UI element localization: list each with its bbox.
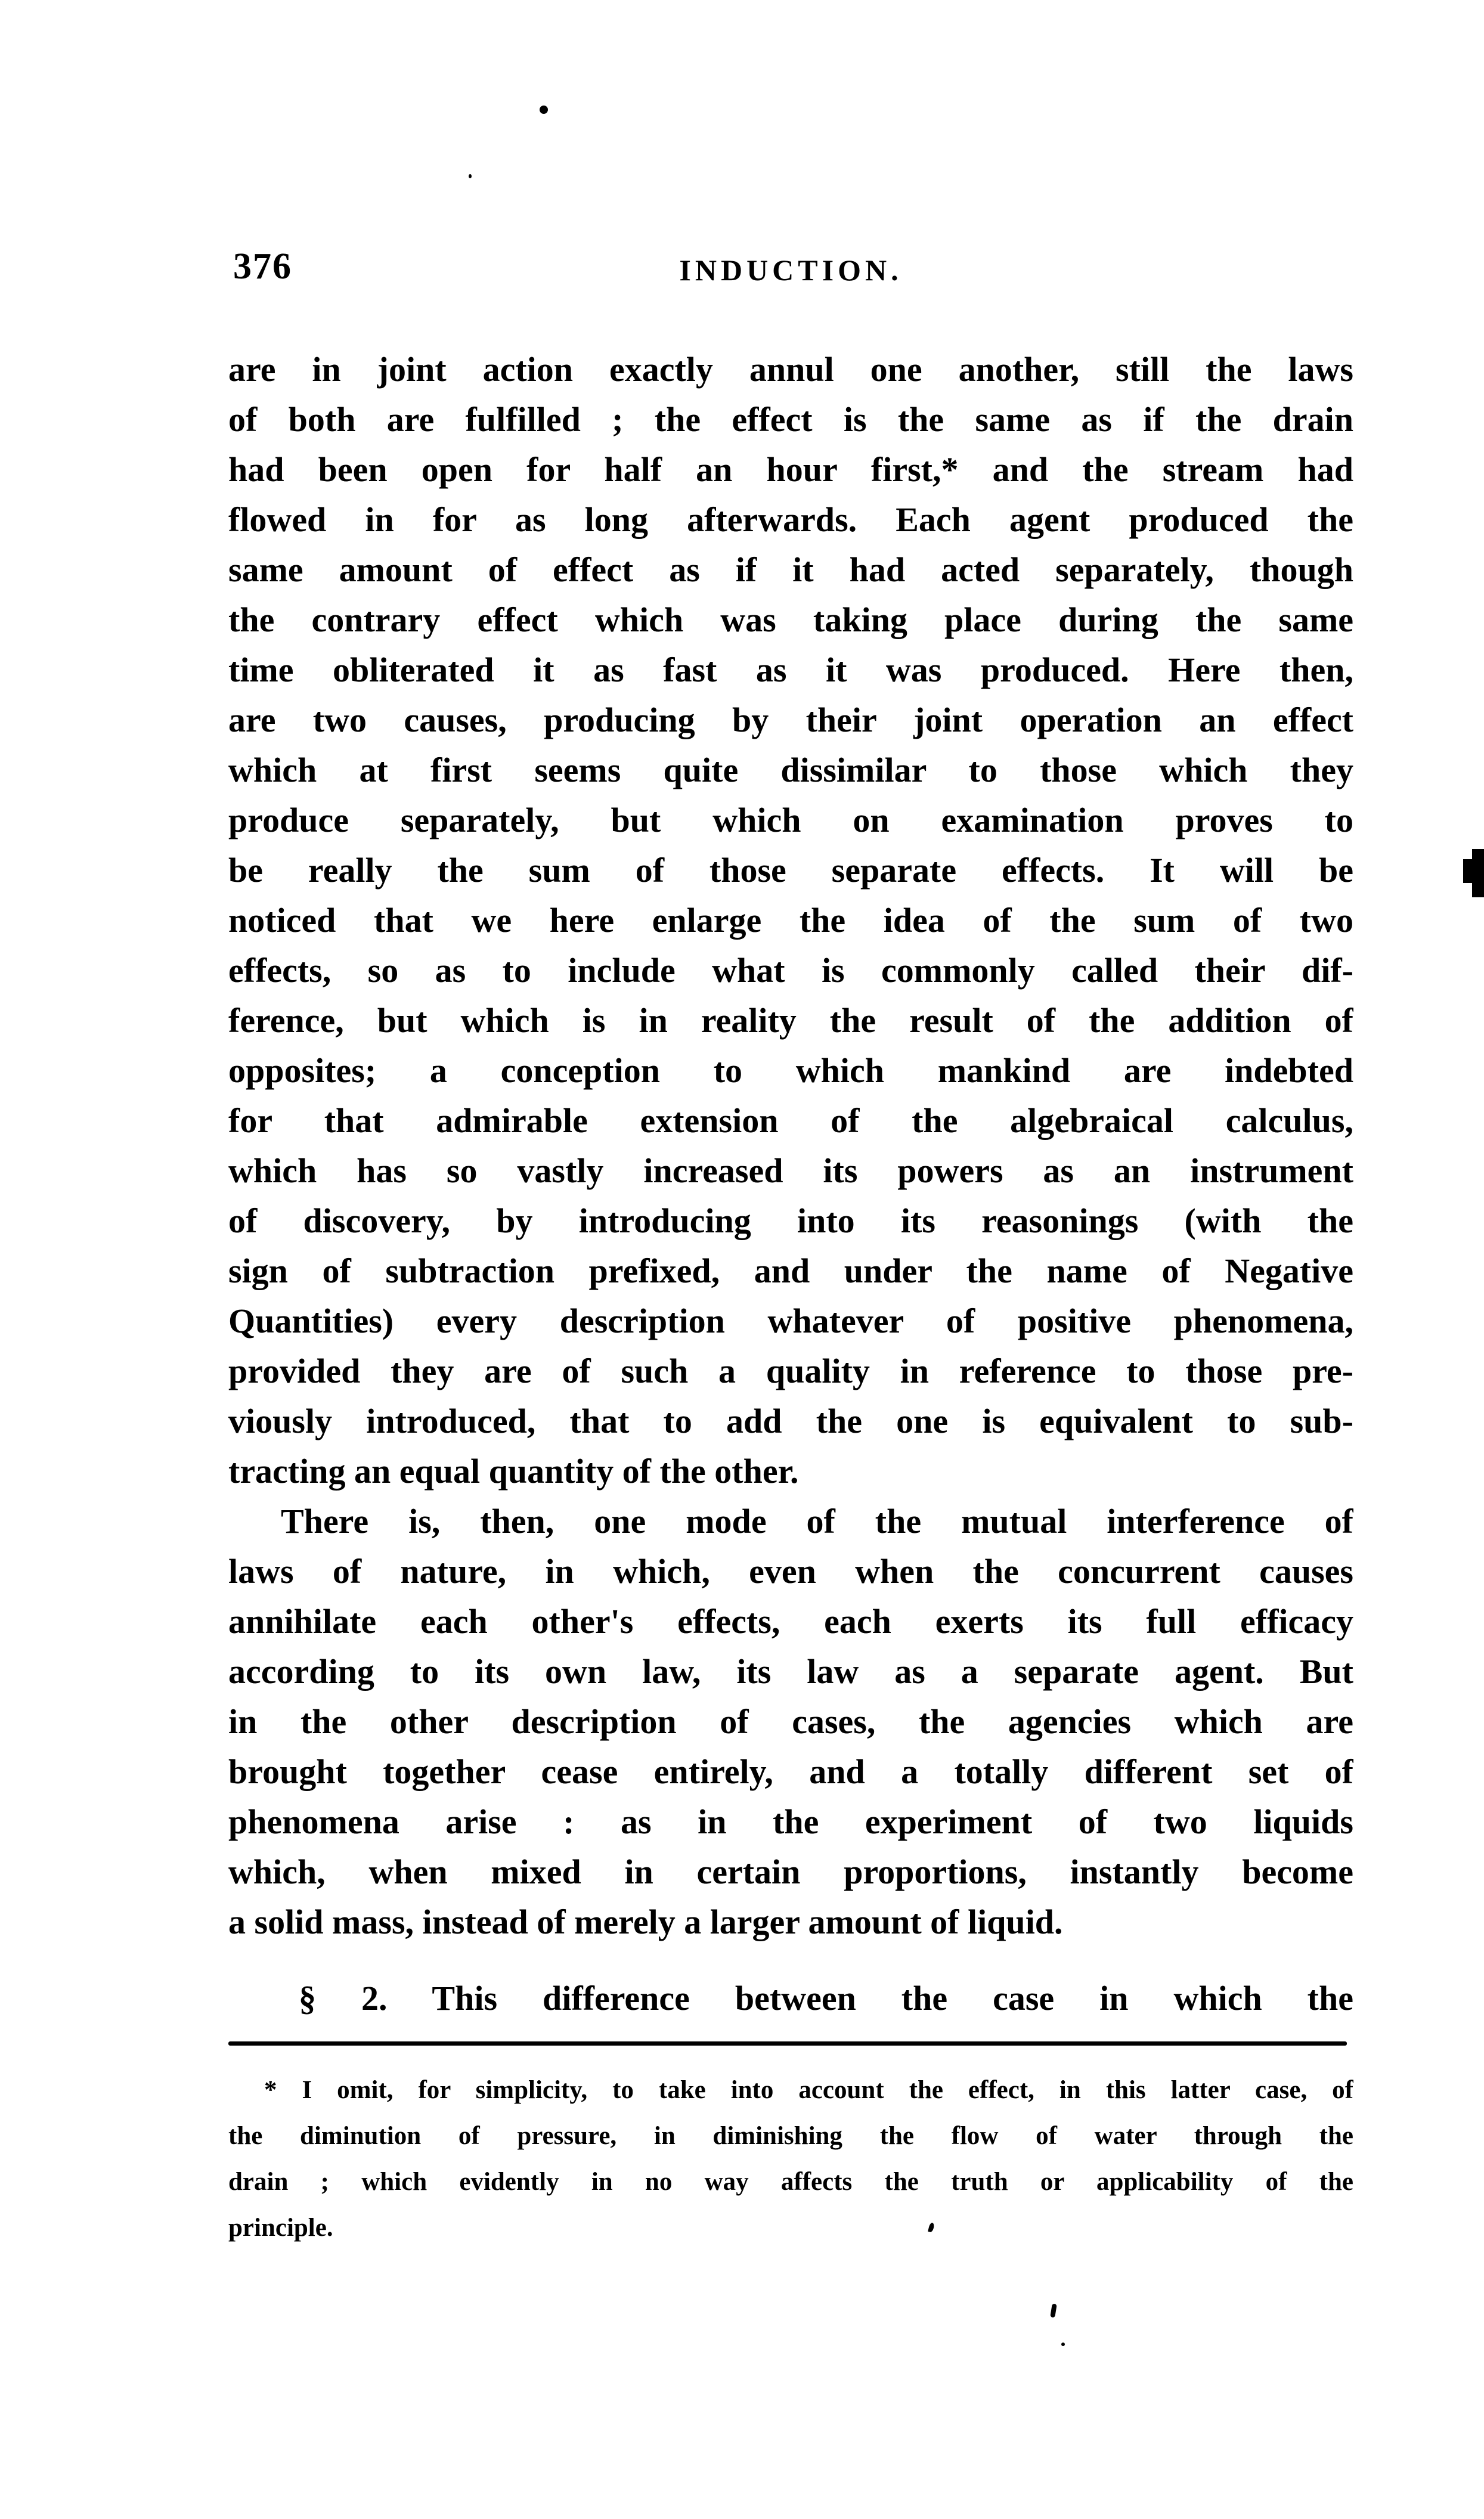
- ink-speck: [1061, 2343, 1065, 2346]
- ink-speck: [1050, 2304, 1057, 2318]
- body-line: brought together cease entirely, and a totally different set of: [228, 1752, 1353, 1791]
- body-line: flowed in for as long afterwards. Each agent produced the: [228, 500, 1353, 539]
- body-line: in the other description of cases, the agencies which are: [228, 1702, 1353, 1741]
- body-line: opposites; a conception to which mankind are indebted: [228, 1051, 1353, 1090]
- body-line: for that admirable extension of the algebraical calculus,: [228, 1101, 1353, 1140]
- body-line: which at first seems quite dissimilar to those which they: [228, 751, 1353, 789]
- page-number: 376: [233, 246, 292, 287]
- body-line: time obliterated it as fast as it was produced. Here then,: [228, 650, 1353, 689]
- footnote-line: the diminution of pressure, in diminishing the flow of water through the: [228, 2122, 1353, 2150]
- body-line: had been open for half an hour first,* and the stream had: [228, 450, 1353, 489]
- ink-speck: [540, 106, 548, 114]
- section-2-paragraph: [228, 1973, 1353, 2024]
- body-line: which, when mixed in certain proportions, instantly become: [228, 1852, 1353, 1891]
- footnote-line: * I omit, for simplicity, to take into account the effect, in this latter case, of: [264, 2076, 1353, 2104]
- body-line: according to its own law, its law as a separate agent. But: [228, 1652, 1353, 1691]
- body-line: are two causes, producing by their joint operation an effect: [228, 701, 1353, 739]
- body-line: the contrary effect which was taking place during the same: [228, 600, 1353, 639]
- body-line: are in joint action exactly annul one another, still the laws: [228, 350, 1353, 389]
- body-line: tracting an equal quantity of the other.: [228, 1452, 799, 1491]
- body-line: same amount of effect as if it had acted separately, though: [228, 550, 1353, 589]
- body-line: effects, so as to include what is commonly called their dif-: [228, 951, 1353, 990]
- body-line: produce separately, but which on examination proves to: [228, 801, 1353, 839]
- body-text: [228, 345, 1353, 1947]
- ink-speck: [469, 174, 472, 178]
- section-2-line: § 2. This difference between the case in which the: [299, 1979, 1353, 2018]
- footnote-divider: [228, 2041, 1347, 2046]
- ink-blot: [1463, 859, 1473, 883]
- body-line: annihilate each other's effects, each exerts its full efficacy: [228, 1602, 1353, 1641]
- body-line: laws of nature, in which, even when the concurrent causes: [228, 1552, 1353, 1591]
- body-line: sign of subtraction prefixed, and under the name of Negative: [228, 1251, 1353, 1290]
- body-line: provided they are of such a quality in reference to those pre-: [228, 1352, 1353, 1390]
- body-line: of both are fulfilled ; the effect is the same as if the drain: [228, 400, 1353, 439]
- running-header: INDUCTION.: [679, 253, 903, 287]
- page-header: [228, 247, 1353, 286]
- body-line: phenomena arise : as in the experiment of two liquids: [228, 1802, 1353, 1841]
- body-line: of discovery, by introducing into its reasonings (with the: [228, 1201, 1353, 1240]
- body-line: a solid mass, instead of merely a larger amount of liquid.: [228, 1903, 1063, 1941]
- ink-blot: [1472, 849, 1484, 897]
- body-line: ference, but which is in reality the result of the addition of: [228, 1001, 1353, 1040]
- body-line: There is, then, one mode of the mutual interference of: [281, 1502, 1353, 1541]
- body-line: noticed that we here enlarge the idea of the sum of two: [228, 901, 1353, 940]
- footnote-line: drain ; which evidently in no way affects the truth or applicability of the: [228, 2168, 1353, 2196]
- body-line: Quantities) every description whatever of positive phenomena,: [228, 1302, 1353, 1340]
- footnote-line: principle.: [228, 2214, 333, 2242]
- body-line: be really the sum of those separate effects. It will be: [228, 851, 1353, 890]
- body-line: viously introduced, that to add the one is equivalent to sub-: [228, 1402, 1353, 1440]
- footnote: [228, 2067, 1353, 2251]
- body-line: which has so vastly increased its powers as an instrument: [228, 1151, 1353, 1190]
